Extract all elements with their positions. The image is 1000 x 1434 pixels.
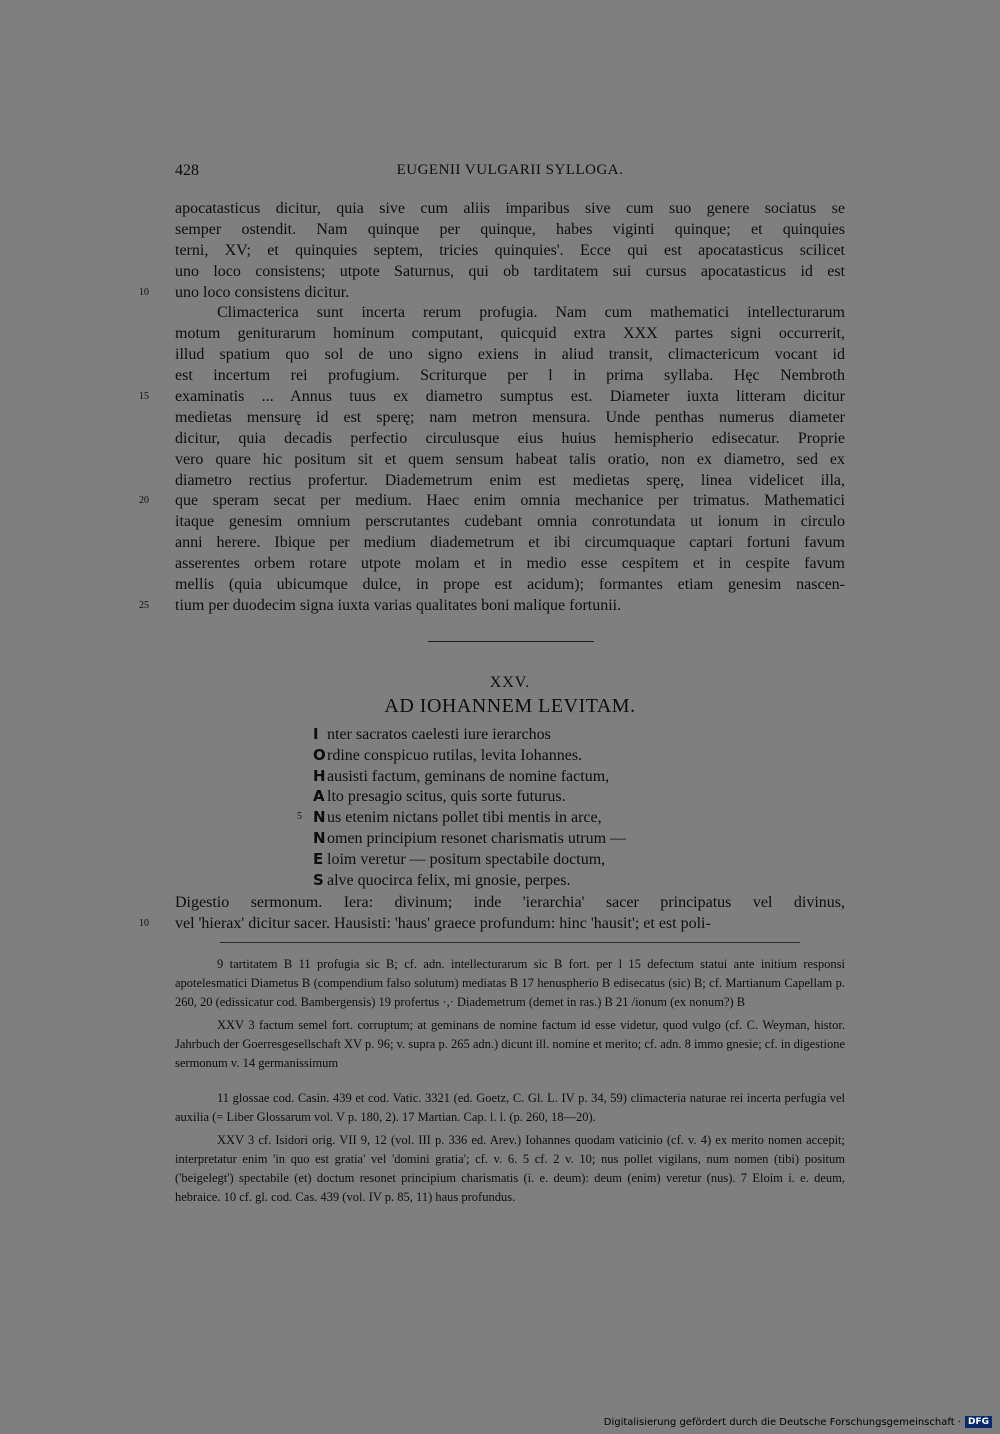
- line-number: 10: [139, 286, 149, 298]
- text-line: [175, 512, 845, 533]
- footer-text: Digitalisierung gefördert durch die Deutsche Forschungsgemeinschaft ·: [603, 1416, 961, 1428]
- source-note-1: 11 glossae cod. Casin. 439 et cod. Vatic. 3321 (ed. Goetz, C. Gl. L. IV p. 34, 59) climacteria naturae rei incerta perfugia vel auxilia (= Liber Glossarum vol. V p. 180, 2). 17 Martian. Cap. l. l. (p. 260, 18—20).: [175, 1091, 845, 1124]
- footnote-rule: [220, 942, 800, 943]
- line-text: Digestio sermonum. Iera: divinum; inde 'ierarchia' sacer principatus vel divinus,: [175, 894, 845, 911]
- acrostic-initial: H: [313, 766, 326, 785]
- poem-line-text: lto presagio scitus, quis sorte futurus.: [327, 788, 566, 806]
- line-text: uno loco consistens; utpote Saturnus, qui ob tarditatem sui cursus apocatasticus id est: [175, 262, 845, 280]
- poem-line: [313, 870, 733, 891]
- text-line: [175, 345, 845, 366]
- text-line: [175, 262, 845, 283]
- acrostic-initial: A: [313, 787, 325, 806]
- apparatus-note-2: XXV 3 factum semel fort. corruptum; at geminans de nomine factum id esse videtur, quod vulgo (cf. C. Weyman, histor. Jahrbuch der Goerresgesellschaft XV p. 96; v. supra p. 265 adn.) dicunt ill. nomine et merito; cf. adn. 8 immo gnesie; cf. in digestione sermonum v. 14 germanissimum: [175, 1018, 845, 1070]
- text-line: [175, 429, 845, 450]
- text-line: [175, 366, 845, 387]
- text-line: [175, 408, 845, 429]
- line-number: 15: [139, 391, 149, 403]
- line-number: 10: [139, 917, 149, 929]
- line-text: itaque genesim omnium perscrutantes cudebant omnia conrotundata ut ionum in circulo: [175, 513, 845, 531]
- acrostic-initial: I: [313, 725, 319, 743]
- line-text: mellis (quia ubicumque dulce, in prope est acidum); formantes etiam genesim nascen-: [175, 576, 845, 594]
- page-header: [175, 162, 845, 182]
- line-number: 5: [297, 811, 302, 823]
- poem-line-text: us etenim nictans pollet tibi mentis in arce,: [327, 809, 602, 827]
- poem-line: [313, 766, 733, 787]
- footnotes: [175, 955, 845, 1207]
- text-line: [175, 893, 845, 914]
- line-text: que speram secat per medium. Haec enim omnia mechanice per trimatus. Mathematici: [175, 492, 845, 510]
- line-text: examinatis ... Annus tuus ex diametro sumptus est. Diameter iuxta litteram dicitur: [175, 388, 845, 406]
- digestio-sermonum: [139, 893, 845, 935]
- section-divider: [428, 641, 594, 642]
- running-title: EUGENII VULGARII SYLLOGA.: [396, 162, 624, 178]
- poem-line: [297, 807, 733, 828]
- body-text: [139, 199, 845, 617]
- text-line: [139, 596, 845, 617]
- line-text: illud spatium quo sol de uno signo exiens in aliud transit, climactericum vocant id: [175, 346, 845, 364]
- text-line: [139, 283, 845, 304]
- text-line: [175, 199, 845, 220]
- line-text: uno loco consistens dicitur.: [175, 283, 350, 301]
- apparatus-note-1: 9 tartitatem B 11 profugia sic B; cf. adn. intellecturarum sic B fort. per l 15 defectum statui ante initium responsi apotelesmatici Diametus B (compendium falso solutum) mediatas B 17 henuspherio B edisecatus (sic) B; cf. Martianum Capellam p. 260, 20 (edissicatur cod. Bambergensis) 19 profertus ·,· Diademetrum (demet in ras.) B 21 /ionum (ex nonum?) B: [175, 957, 845, 1009]
- poem-line: [313, 724, 733, 745]
- poem-line-text: alve quocirca felix, mi gnosie, perpes.: [327, 871, 571, 889]
- acrostic-initial: E: [313, 849, 324, 868]
- poem-line-text: nter sacratos caelesti iure ierarchos: [327, 726, 551, 743]
- line-text: est incertum rei profugium. Scriturque per l in prima syllaba. Hęc Nembroth: [175, 367, 845, 385]
- line-number: 25: [139, 599, 149, 611]
- line-text: motum geniturarum hominum computant, quicquid extra XXX partes signi occurrerit,: [175, 325, 845, 343]
- line-text: vero quare hic positum sit et quem sensum habeat talis oratio, non ex diametro, sed ex: [175, 450, 845, 468]
- acrostic-initial: N: [313, 808, 326, 827]
- poem-line: [313, 745, 733, 766]
- text-line: [175, 241, 845, 262]
- dfg-logo: DFG: [965, 1416, 992, 1428]
- acrostic-initial: N: [313, 828, 326, 847]
- text-line: [175, 575, 845, 596]
- text-line: [175, 554, 845, 575]
- text-line: [139, 491, 845, 512]
- dfg-credit: [604, 1416, 992, 1428]
- poem-title: AD IOHANNEM LEVITAM.: [384, 695, 636, 717]
- page-number: 428: [175, 162, 199, 179]
- line-text: Climacterica sunt incerta rerum profugia. Nam cum mathematici intellecturarum: [217, 304, 845, 322]
- line-text: tium per duodecim signa iuxta varias qualitates boni malique fortunii.: [175, 596, 622, 614]
- source-note-2: XXV 3 cf. Isidori orig. VII 9, 12 (vol. III p. 336 ed. Arev.) Iohannes quodam vaticinio (cf. v. 4) ex merito nomen accepit; interpretatur enim 'in quo est gratia' vel 'domini gratia'; cf. v. 6. 5 cf. 2 v. 10; nus pollet vigilans, num nomen (tibi) positum ('beigelegt') spectabile (et) doctum resonet principium charismatis (i. e. deum): deum (enim) veretur (nus). 7 Eloim i. e. deum, hebraice. 10 cf. gl. cod. Cas. 439 (vol. IV p. 85, 11) haus profundus.: [175, 1133, 845, 1204]
- poem-line: [313, 828, 733, 849]
- text-line: [139, 914, 845, 935]
- line-text: apocatasticus dicitur, quia sive cum aliis imparibus sive cum suo genere sociatus se: [175, 200, 845, 217]
- text-line: [139, 387, 845, 408]
- poem-line: [313, 849, 733, 870]
- poem-number: XXV.: [489, 674, 531, 691]
- poem: [297, 724, 733, 890]
- poem-line-text: omen principium resonet charismatis utrum —: [327, 829, 627, 847]
- line-text: terni, XV; et quinquies septem, tricies quinquies'. Ecce qui est apocatasticus scilicet: [175, 241, 845, 259]
- poem-line: [313, 786, 733, 807]
- line-text: diametro rectius profertur. Diademetrum enim est medietas sperę, linea videlicet illa,: [175, 471, 845, 489]
- poem-line-text: loim veretur — positum spectabile doctum,: [327, 850, 606, 868]
- text-line: [175, 450, 845, 471]
- line-text: medietas mensurę id est sperę; nam metron mensura. Unde penthas numerus diameter: [175, 408, 845, 426]
- acrostic-initial: S: [313, 870, 324, 889]
- line-text: semper ostendit. Nam quinque per quinque, habes viginti quinque; et quinquies: [175, 220, 845, 238]
- line-text: anni herere. Ibique per medium diademetrum et ibi circumquaque captari fortuni favum: [175, 534, 845, 552]
- poem-line-text: ausisti factum, geminans de nomine factum,: [327, 767, 610, 785]
- text-line: [175, 303, 845, 324]
- line-text: asserentes orbem rotare utpote molam et in medio esse cespitem et in cespite favum: [175, 555, 845, 573]
- text-line: [175, 471, 845, 492]
- acrostic-initial: O: [313, 745, 326, 764]
- poem-line-text: rdine conspicuo rutilas, levita Iohannes.: [327, 746, 583, 764]
- text-line: [175, 324, 845, 345]
- line-text: dicitur, quia decadis perfectio circulusque eius huius hemispherio edisecatur. Proprie: [175, 429, 845, 447]
- line-number: 20: [139, 495, 149, 507]
- text-line: [175, 220, 845, 241]
- line-text: vel 'hierax' dicitur sacer. Hausisti: 'haus' graece profundum: hinc 'hausit'; et est poli-: [175, 914, 711, 932]
- text-line: [175, 533, 845, 554]
